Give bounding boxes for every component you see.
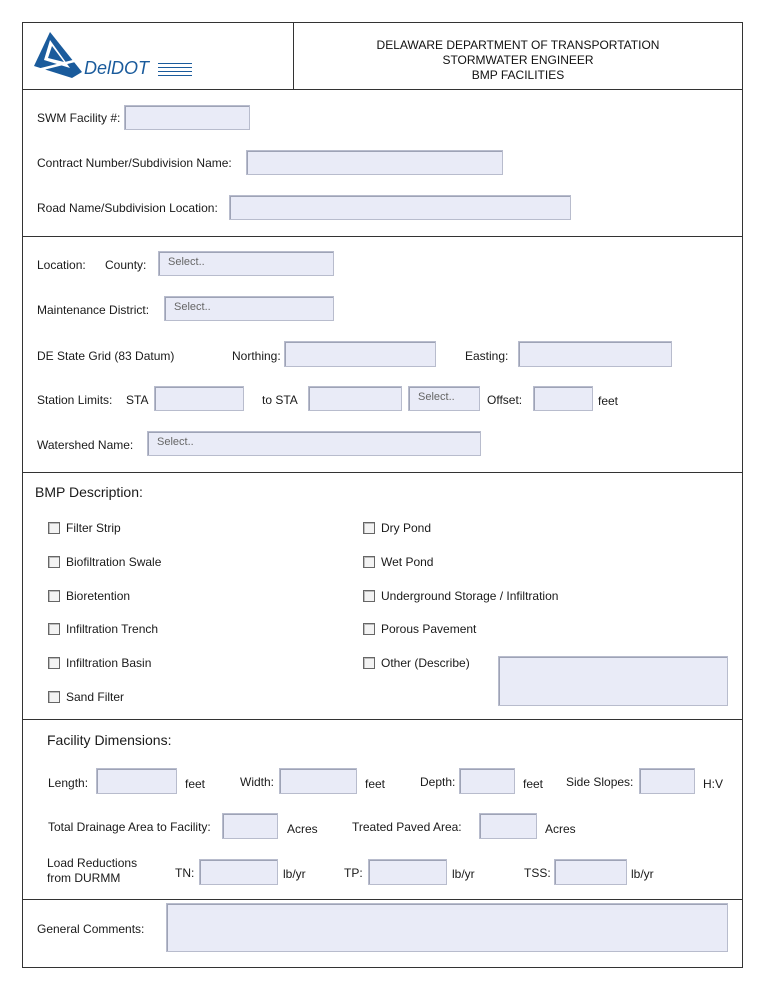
- section-divider-3: [22, 719, 743, 720]
- swm-facility-input[interactable]: [124, 105, 250, 130]
- checkbox-underground-storage[interactable]: [363, 590, 375, 602]
- sta-end-input[interactable]: [308, 386, 402, 411]
- sta-label: STA: [126, 393, 149, 407]
- header-title-line2: STORMWATER ENGINEER: [442, 53, 594, 67]
- swm-facility-label: SWM Facility #:: [37, 111, 121, 125]
- deldot-logo: [32, 30, 202, 82]
- header-title-line1: DELAWARE DEPARTMENT OF TRANSPORTATION: [376, 38, 660, 52]
- facility-dimensions-title: Facility Dimensions:: [47, 732, 172, 748]
- northing-label: Northing:: [232, 349, 281, 363]
- width-label: Width:: [240, 775, 275, 789]
- road-input[interactable]: [229, 195, 571, 220]
- offset-side-select[interactable]: Select..: [408, 386, 480, 411]
- offset-input[interactable]: [533, 386, 593, 411]
- checkbox-wet-pond[interactable]: [363, 556, 375, 568]
- contract-input[interactable]: [246, 150, 503, 175]
- side-slopes-label: Side Slopes:: [566, 775, 634, 789]
- checkbox-filter-strip[interactable]: [48, 522, 60, 534]
- bmp-label-filter-strip: Filter Strip: [66, 521, 121, 535]
- station-limits-label: Station Limits:: [37, 393, 113, 407]
- county-select[interactable]: Select..: [158, 251, 334, 276]
- bmp-description-title: BMP Description:: [35, 484, 143, 500]
- load-reductions-label-1: Load Reductions: [47, 856, 138, 870]
- tp-label: TP:: [344, 866, 363, 880]
- length-label: Length:: [48, 776, 89, 790]
- checkbox-infiltration-trench[interactable]: [48, 623, 60, 635]
- easting-input[interactable]: [518, 341, 672, 367]
- logo-text: DelDOT: [84, 58, 150, 78]
- logo-stripes: [158, 63, 192, 76]
- checkbox-bioretention[interactable]: [48, 590, 60, 602]
- state-grid-label: DE State Grid (83 Datum): [37, 349, 175, 363]
- depth-label: Depth:: [420, 775, 456, 789]
- contract-label: Contract Number/Subdivision Name:: [37, 156, 232, 170]
- tp-unit: lb/yr: [452, 867, 475, 881]
- bmp-label-porous-pavement: Porous Pavement: [381, 622, 477, 636]
- tn-label: TN:: [175, 866, 195, 880]
- bmp-label-infiltration-basin: Infiltration Basin: [66, 656, 152, 670]
- section-divider-2: [22, 472, 743, 473]
- header-title-block: [294, 38, 742, 83]
- checkbox-biofiltration-swale[interactable]: [48, 556, 60, 568]
- deldot-logo-icon: [32, 30, 84, 80]
- paved-acres-unit: Acres: [545, 822, 576, 836]
- paved-area-label: Treated Paved Area:: [352, 820, 462, 834]
- drainage-area-label: Total Drainage Area to Facility:: [48, 820, 211, 834]
- checkbox-sand-filter[interactable]: [48, 691, 60, 703]
- side-slopes-input[interactable]: [639, 768, 695, 794]
- offset-label: Offset:: [487, 393, 523, 407]
- depth-feet-unit: feet: [523, 777, 544, 791]
- bmp-label-bioretention: Bioretention: [66, 589, 131, 603]
- tn-unit: lb/yr: [283, 867, 306, 881]
- bmp-label-sand-filter: Sand Filter: [66, 690, 125, 704]
- location-label: Location:: [37, 258, 86, 272]
- district-select[interactable]: Select..: [164, 296, 334, 321]
- bmp-label-biofiltration-swale: Biofiltration Swale: [66, 555, 162, 569]
- checkbox-porous-pavement[interactable]: [363, 623, 375, 635]
- district-label: Maintenance District:: [37, 303, 150, 317]
- tp-input[interactable]: [368, 859, 447, 885]
- easting-label: Easting:: [465, 349, 509, 363]
- checkbox-dry-pond[interactable]: [363, 522, 375, 534]
- general-comments-label: General Comments:: [37, 922, 145, 936]
- tss-unit: lb/yr: [631, 867, 654, 881]
- northing-input[interactable]: [284, 341, 436, 367]
- county-label: County:: [105, 258, 147, 272]
- checkbox-infiltration-basin[interactable]: [48, 657, 60, 669]
- section-divider-1: [22, 236, 743, 237]
- drainage-area-input[interactable]: [222, 813, 278, 839]
- header-bottom-line: [22, 89, 743, 90]
- tss-label: TSS:: [524, 866, 551, 880]
- general-comments-textarea[interactable]: [166, 903, 728, 952]
- header-title-line3: BMP FACILITIES: [471, 68, 565, 82]
- tss-input[interactable]: [554, 859, 627, 885]
- tn-input[interactable]: [199, 859, 278, 885]
- length-input[interactable]: [96, 768, 177, 794]
- side-slopes-unit: H:V: [703, 777, 724, 791]
- watershed-select[interactable]: Select..: [147, 431, 481, 456]
- road-label: Road Name/Subdivision Location:: [37, 201, 218, 215]
- other-describe-textarea[interactable]: [498, 656, 728, 706]
- paved-area-input[interactable]: [479, 813, 537, 839]
- watershed-label: Watershed Name:: [37, 438, 134, 452]
- checkbox-other[interactable]: [363, 657, 375, 669]
- length-feet-unit: feet: [185, 777, 206, 791]
- bmp-label-underground-storage: Underground Storage / Infiltration: [381, 589, 559, 603]
- section-divider-4: [22, 899, 743, 900]
- offset-feet-unit: feet: [598, 394, 619, 408]
- bmp-label-dry-pond: Dry Pond: [381, 521, 432, 535]
- to-sta-label: to STA: [262, 393, 298, 407]
- bmp-label-infiltration-trench: Infiltration Trench: [66, 622, 159, 636]
- drainage-acres-unit: Acres: [287, 822, 318, 836]
- depth-input[interactable]: [459, 768, 515, 794]
- load-reductions-label-2: from DURMM: [47, 871, 121, 885]
- bmp-label-other: Other (Describe): [381, 656, 470, 670]
- sta-start-input[interactable]: [154, 386, 244, 411]
- width-input[interactable]: [279, 768, 357, 794]
- width-feet-unit: feet: [365, 777, 386, 791]
- bmp-label-wet-pond: Wet Pond: [381, 555, 434, 569]
